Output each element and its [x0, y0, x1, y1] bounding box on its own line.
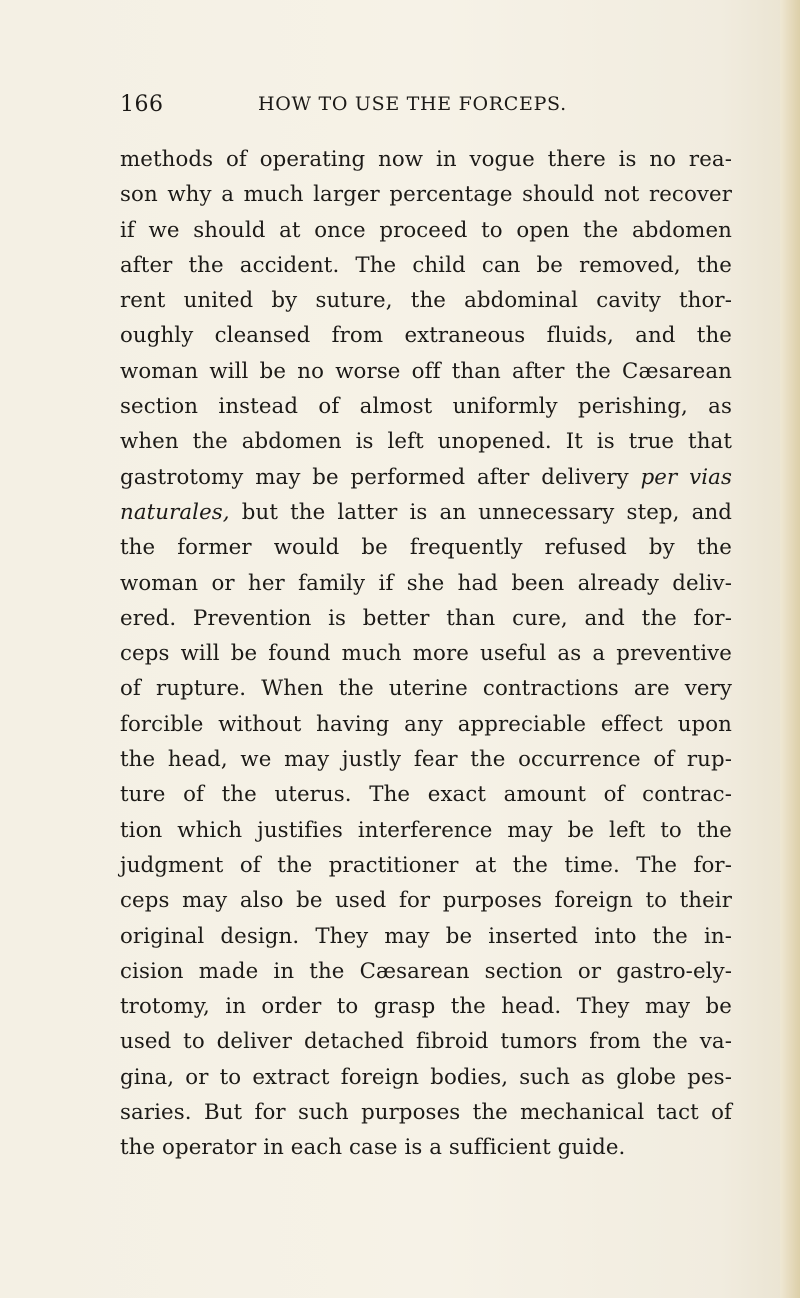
italic-phrase: naturales, [120, 499, 230, 525]
text-line: if we should at once proceed to open the abdomen [120, 217, 732, 243]
text-line: ceps may also be used for purposes foreign to their [120, 888, 732, 914]
text-line: woman or her family if she had been already deliv- [120, 570, 732, 596]
text-segment: gastrotomy may be performed after delivery [120, 464, 641, 490]
page-number: 166 [120, 92, 164, 117]
page-header [120, 92, 720, 124]
text-line: rent united by suture, the abdominal cavity thor- [120, 288, 732, 314]
text-line [120, 495, 732, 530]
text-line: used to deliver detached fibroid tumors from the va- [120, 1029, 732, 1055]
text-line-last: the operator in each case is a sufficient guide. [120, 1135, 626, 1161]
text-line: original design. They may be inserted into the in- [120, 923, 732, 949]
text-line: judgment of the practitioner at the time. The for- [120, 852, 732, 878]
text-line: section instead of almost uniformly perishing, as [120, 394, 732, 420]
text-line [120, 460, 732, 495]
text-line: forcible without having any appreciable effect upon [120, 711, 732, 737]
text-line: ered. Prevention is better than cure, and the for- [120, 605, 732, 631]
text-line: gina, or to extract foreign bodies, such as globe pes- [120, 1064, 732, 1090]
text-line: cision made in the Cæsarean section or gastro-ely- [120, 958, 732, 984]
body-text [120, 142, 732, 1166]
text-line: after the accident. The child can be removed, the [120, 252, 732, 278]
text-line: of rupture. When the uterine contractions are very [120, 676, 732, 702]
text-line: ture of the uterus. The exact amount of contrac- [120, 782, 732, 808]
text-segment: but the latter is an unnecessary step, and [229, 499, 732, 525]
italic-phrase: per vias [640, 464, 732, 490]
running-head: HOW TO USE THE FORCEPS. [258, 93, 567, 115]
text-line: the former would be frequently refused by the [120, 535, 732, 561]
text-line: son why a much larger percentage should not recover [120, 182, 732, 208]
page-edge [780, 0, 800, 1298]
text-line: oughly cleansed from extraneous fluids, and the [120, 323, 732, 349]
text-line: the head, we may justly fear the occurrence of rup- [120, 747, 732, 773]
text-line: tion which justifies interference may be left to the [120, 817, 732, 843]
text-line: trotomy, in order to grasp the head. They may be [120, 994, 732, 1020]
text-line: woman will be no worse off than after the Cæsarean [120, 358, 732, 384]
text-line: saries. But for such purposes the mechanical tact of [120, 1100, 732, 1126]
text-line: when the abdomen is left unopened. It is true that [120, 429, 732, 455]
text-line: methods of operating now in vogue there is no rea- [120, 147, 732, 172]
text-line: ceps will be found much more useful as a preventive [120, 641, 732, 667]
